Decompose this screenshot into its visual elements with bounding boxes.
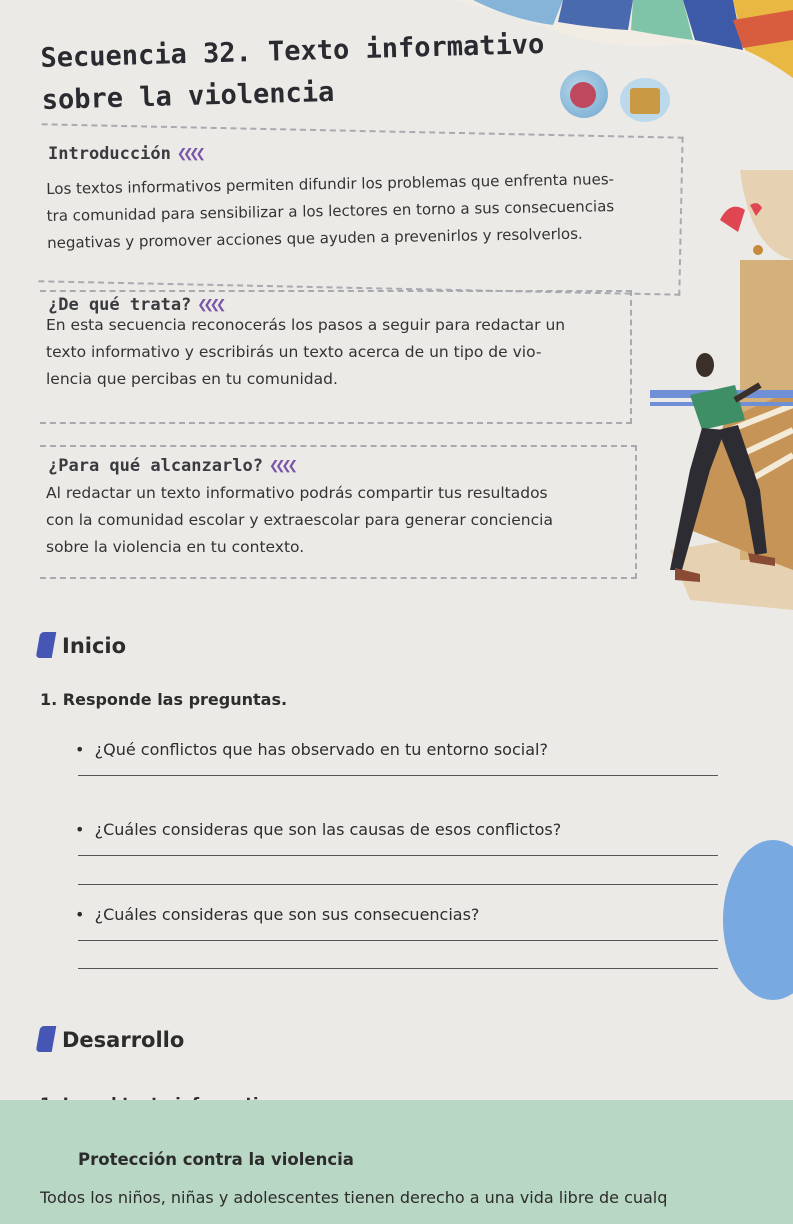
decorative-blob [723, 840, 793, 1000]
goal-line-2: con la comunidad escolar y extraescolar para generar conciencia [46, 511, 553, 529]
chevrons-icon: ❮❮❮❮ [268, 456, 294, 476]
desarrollo-label: Desarrollo [62, 1028, 185, 1052]
inicio-instruction: 1. Responde las preguntas. [40, 690, 288, 709]
answer-line-3a[interactable] [78, 940, 718, 941]
reading-text: Todos los niños, niñas y adolescentes tienen derecho a una vida libre de cualq [40, 1188, 668, 1207]
title-line-1: Secuencia 32. Texto informativo [40, 28, 545, 74]
answer-line-1[interactable] [78, 775, 718, 776]
question-3-text: ¿Cuáles consideras que son sus consecuencias? [94, 905, 480, 924]
about-line-1: En esta secuencia reconocerás los pasos a seguir para redactar un [46, 316, 566, 334]
answer-line-3b[interactable] [78, 968, 718, 969]
answer-line-2a[interactable] [78, 855, 718, 856]
intro-line-3: negativas y promover acciones que ayuden a prevenirlos y resolverlos. [47, 224, 583, 252]
about-text [46, 312, 565, 393]
desarrollo-heading [38, 1028, 184, 1054]
woman-illustration [630, 170, 793, 610]
inicio-heading [38, 634, 126, 660]
goal-heading-text: ¿Para qué alcanzarlo? [48, 456, 263, 476]
inicio-label: Inicio [62, 634, 127, 658]
page-title [40, 24, 546, 122]
question-2-text: ¿Cuáles consideras que son las causas de esos conflictos? [94, 820, 562, 839]
intro-heading-text: Introducción [48, 144, 171, 164]
question-3: • ¿Cuáles consideras que son sus consecuencias? [75, 905, 480, 924]
intro-line-1: Los textos informativos permiten difundir los problemas que enfrenta nues- [46, 170, 615, 198]
question-2: • ¿Cuáles consideras que son las causas de esos conflictos? [75, 820, 562, 839]
about-heading-text: ¿De qué trata? [48, 295, 192, 315]
chevrons-icon: ❮❮❮❮ [197, 295, 223, 315]
intro-text [46, 166, 615, 257]
about-line-2: texto informativo y escribirás un texto acerca de un tipo de vio- [46, 343, 542, 361]
reading-title: Protección contra la violencia [78, 1150, 354, 1169]
title-line-2: sobre la violencia [41, 76, 335, 116]
goal-heading [48, 456, 294, 476]
intro-line-2: tra comunidad para sensibilizar a los lectores en torno a sus consecuencias [46, 197, 615, 225]
goal-line-1: Al redactar un texto informativo podrás compartir tus resultados [46, 484, 548, 502]
brain-icon [570, 82, 596, 108]
answer-line-2b[interactable] [78, 884, 718, 885]
section-tag-icon [36, 1026, 57, 1052]
goal-line-3: sobre la violencia en tu contexto. [46, 538, 305, 556]
intro-heading [48, 144, 202, 164]
chevrons-icon: ❮❮❮❮ [176, 144, 202, 164]
question-1: • ¿Qué conflictos que has observado en tu entorno social? [75, 740, 548, 759]
about-line-3: lencia que percibas en tu comunidad. [46, 370, 338, 388]
section-tag-icon [36, 632, 57, 658]
question-1-text: ¿Qué conflictos que has observado en tu entorno social? [94, 740, 548, 759]
screen-icon [630, 88, 660, 114]
goal-text [46, 480, 553, 561]
